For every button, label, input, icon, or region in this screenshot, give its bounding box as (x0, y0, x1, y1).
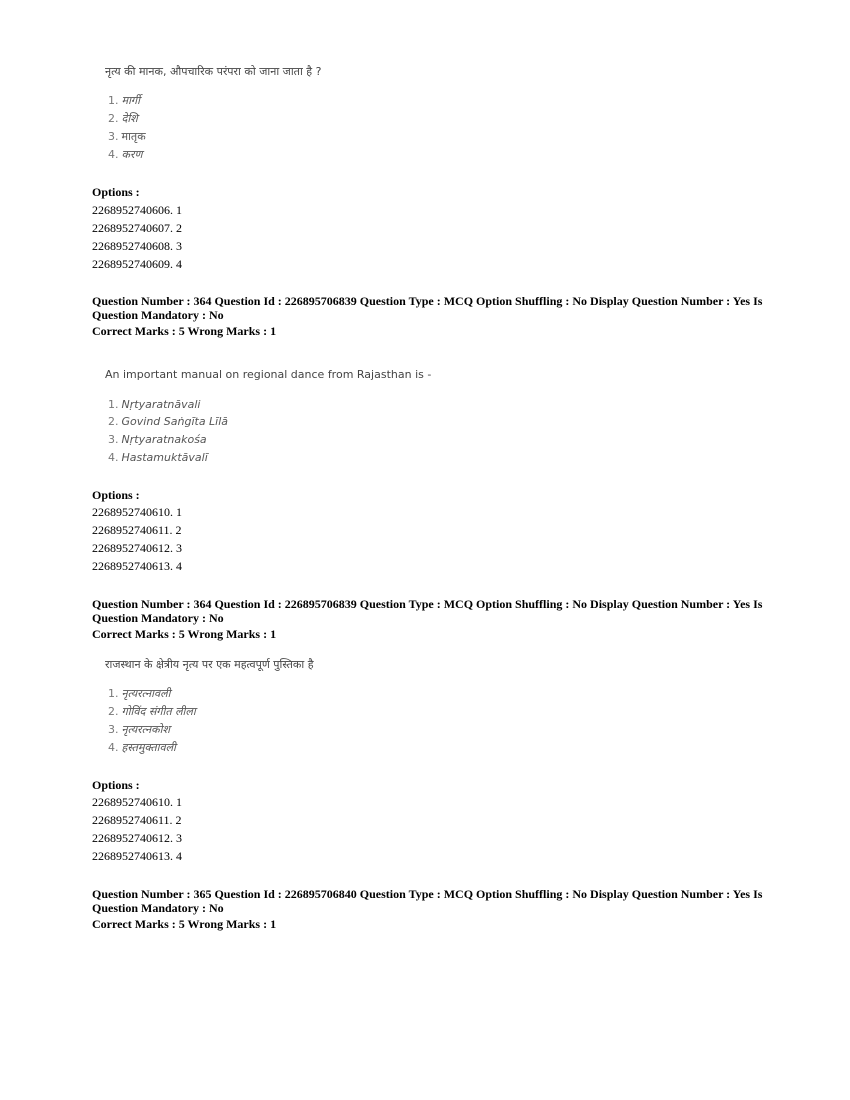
option-id: 2268952740613. 4 (92, 849, 182, 863)
question-meta: Question Number : 364 Question Id : 226895706839 Question Type : MCQ Option Shuffling : No Display Question Number : Yes Is (92, 294, 763, 308)
choice-text: मातृक (121, 130, 146, 143)
question-marks: Correct Marks : 5 Wrong Marks : 1 (92, 324, 277, 338)
options-label: Options : (92, 488, 140, 502)
choice-text: नृत्यरत्नकोश (121, 723, 170, 736)
options-label: Options : (92, 778, 140, 792)
question-text: An important manual on regional dance from Rajasthan is - (105, 368, 432, 381)
choice-item (108, 415, 228, 428)
option-id: 2268952740607. 2 (92, 221, 182, 235)
choice-number: 1. (108, 398, 119, 411)
choice-text: मार्गी (121, 94, 140, 107)
choice-number: 2. (108, 112, 119, 125)
option-id: 2268952740611. 2 (92, 813, 182, 827)
choice-number: 3. (108, 433, 119, 446)
choice-number: 4. (108, 148, 119, 161)
question-text: राजस्थान के क्षेत्रीय नृत्य पर एक महत्वपूर्ण पुस्तिका है (105, 658, 314, 671)
choice-item (108, 740, 176, 755)
choice-number: 2. (108, 415, 119, 428)
choice-text: Govind Saṅgīta Līlā (121, 415, 229, 428)
choice-text: करण (121, 148, 143, 161)
choice-text: नृत्यरत्नावली (121, 687, 171, 700)
choice-item (108, 398, 200, 411)
question-mandatory: Question Mandatory : No (92, 611, 224, 625)
option-id: 2268952740608. 3 (92, 239, 182, 253)
choice-text: गोविंद संगीत लीला (121, 705, 196, 718)
choice-item (108, 111, 138, 126)
question-meta: Question Number : 364 Question Id : 226895706839 Question Type : MCQ Option Shuffling : No Display Question Number : Yes Is (92, 597, 763, 611)
choice-item (108, 93, 140, 108)
choice-item (108, 704, 196, 719)
choice-text: देशि (121, 112, 138, 125)
choice-number: 1. (108, 687, 119, 700)
option-id: 2268952740612. 3 (92, 831, 182, 845)
choice-number: 2. (108, 705, 119, 718)
question-meta: Question Number : 365 Question Id : 226895706840 Question Type : MCQ Option Shuffling : No Display Question Number : Yes Is (92, 887, 763, 901)
choice-item (108, 433, 207, 446)
choice-number: 3. (108, 723, 119, 736)
choice-item (108, 147, 142, 162)
option-id: 2268952740610. 1 (92, 795, 182, 809)
question-marks: Correct Marks : 5 Wrong Marks : 1 (92, 627, 277, 641)
options-label: Options : (92, 185, 140, 199)
option-id: 2268952740610. 1 (92, 505, 182, 519)
choice-item (108, 451, 208, 464)
choice-item (108, 129, 146, 144)
question-marks: Correct Marks : 5 Wrong Marks : 1 (92, 917, 277, 931)
option-id: 2268952740612. 3 (92, 541, 182, 555)
choice-number: 4. (108, 451, 119, 464)
choice-text: Hastamuktāvalī (121, 451, 208, 464)
choice-item (108, 686, 170, 701)
choice-text: Nṛtyaratnakośa (121, 433, 207, 446)
choice-number: 1. (108, 94, 119, 107)
choice-text: हस्तमुक्तावली (121, 741, 176, 754)
question-mandatory: Question Mandatory : No (92, 901, 224, 915)
option-id: 2268952740609. 4 (92, 257, 182, 271)
choice-item (108, 722, 170, 737)
question-text: नृत्य की मानक, औपचारिक परंपरा को जाना जाता है ? (105, 65, 322, 78)
option-id: 2268952740606. 1 (92, 203, 182, 217)
choice-text: Nṛtyaratnāvali (121, 398, 201, 411)
choice-number: 4. (108, 741, 119, 754)
question-mandatory: Question Mandatory : No (92, 308, 224, 322)
option-id: 2268952740611. 2 (92, 523, 182, 537)
choice-number: 3. (108, 130, 119, 143)
option-id: 2268952740613. 4 (92, 559, 182, 573)
